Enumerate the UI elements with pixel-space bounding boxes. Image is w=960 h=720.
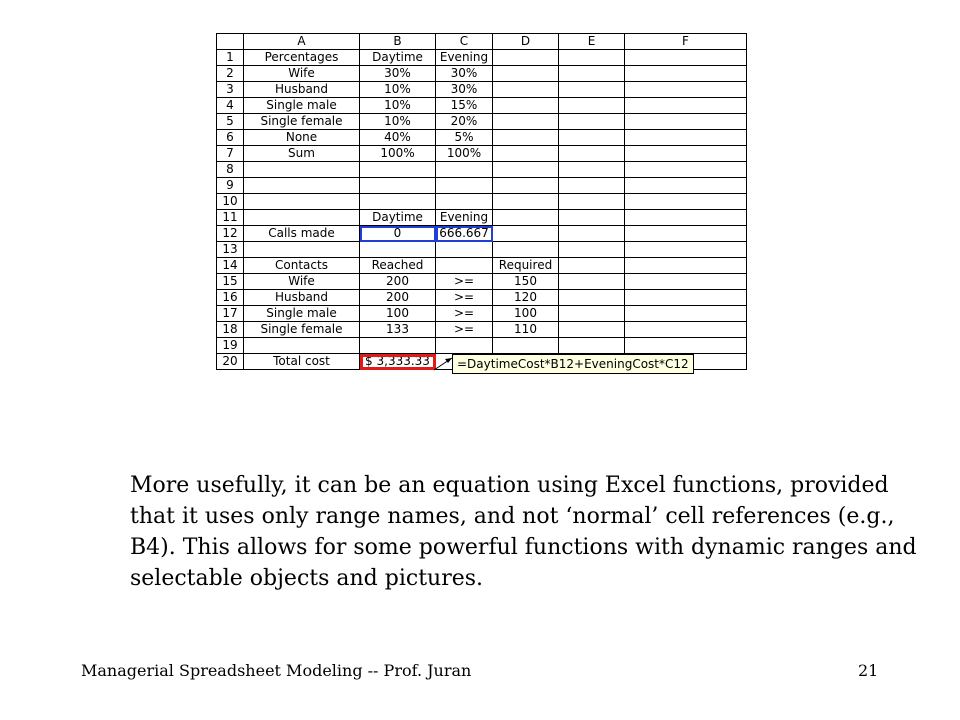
sheet-row [217,82,747,98]
cell-d16[interactable]: 120 [493,290,559,306]
cell-a11[interactable] [244,210,360,226]
cell-b4[interactable]: 10% [360,98,436,114]
cell-f4[interactable] [625,98,747,114]
cell-a7[interactable]: Sum [244,146,360,162]
cell-b3[interactable]: 10% [360,82,436,98]
cell-b5[interactable]: 10% [360,114,436,130]
cell-d14[interactable]: Required [493,258,559,274]
sheet-row [217,338,747,354]
sheet-row [217,242,747,258]
row-header[interactable]: 6 [217,130,244,146]
row-header[interactable]: 19 [217,338,244,354]
row-header[interactable]: 17 [217,306,244,322]
cell-b16[interactable]: 200 [360,290,436,306]
row-header[interactable]: 8 [217,162,244,178]
cell-a8[interactable] [244,162,360,178]
cell-b11[interactable]: Daytime [360,210,436,226]
cell-c12[interactable]: 666.667 [436,226,493,242]
row-header[interactable]: 4 [217,98,244,114]
cell-d9[interactable] [493,178,559,194]
cell-a9[interactable] [244,178,360,194]
cell-f3[interactable] [625,82,747,98]
sheet-row [217,226,747,242]
cell-c18[interactable]: >= [436,322,493,338]
cell-d2[interactable] [493,66,559,82]
row-header[interactable]: 18 [217,322,244,338]
cell-c10[interactable] [436,194,493,210]
cell-c2[interactable]: 30% [436,66,493,82]
cell-c1[interactable]: Evening [436,50,493,66]
column-header-e[interactable]: E [559,34,625,50]
cell-e9[interactable] [559,178,625,194]
column-header-row [217,34,747,50]
cell-a18[interactable]: Single female [244,322,360,338]
cell-d6[interactable] [493,130,559,146]
cell-a2[interactable]: Wife [244,66,360,82]
row-header[interactable]: 5 [217,114,244,130]
cell-e6[interactable] [559,130,625,146]
cell-a17[interactable]: Single male [244,306,360,322]
column-header-b[interactable]: B [360,34,436,50]
cell-a4[interactable]: Single male [244,98,360,114]
row-header[interactable]: 14 [217,258,244,274]
cell-e15[interactable] [559,274,625,290]
cell-b12[interactable]: 0 [360,226,436,242]
cell-b20[interactable]: $ 3,333.33 [360,354,436,370]
cell-a12[interactable]: Calls made [244,226,360,242]
cell-c3[interactable]: 30% [436,82,493,98]
cell-b18[interactable]: 133 [360,322,436,338]
cell-a16[interactable]: Husband [244,290,360,306]
sheet-row [217,178,747,194]
cell-b15[interactable]: 200 [360,274,436,290]
row-header[interactable]: 2 [217,66,244,82]
row-header[interactable]: 7 [217,146,244,162]
cell-d13[interactable] [493,242,559,258]
cell-d10[interactable] [493,194,559,210]
cell-e5[interactable] [559,114,625,130]
cell-c5[interactable]: 20% [436,114,493,130]
cell-c6[interactable]: 5% [436,130,493,146]
cell-f12[interactable] [625,226,747,242]
column-header-f[interactable]: F [625,34,747,50]
cell-d12[interactable] [493,226,559,242]
cell-d7[interactable] [493,146,559,162]
cell-a10[interactable] [244,194,360,210]
cell-b8[interactable] [360,162,436,178]
cell-e18[interactable] [559,322,625,338]
cell-c15[interactable]: >= [436,274,493,290]
cell-d5[interactable] [493,114,559,130]
cell-d18[interactable]: 110 [493,322,559,338]
cell-c13[interactable] [436,242,493,258]
sheet-row [217,162,747,178]
row-header[interactable]: 16 [217,290,244,306]
sheet-row [217,210,747,226]
cell-f5[interactable] [625,114,747,130]
cell-b10[interactable] [360,194,436,210]
cell-c14[interactable] [436,258,493,274]
cell-d1[interactable] [493,50,559,66]
sheet-row [217,290,747,306]
sheet-row [217,50,747,66]
formula-callout: =DaytimeCost*B12+EveningCost*C12 [452,354,694,374]
cell-d19[interactable] [493,338,559,354]
column-header-d[interactable]: D [493,34,559,50]
cell-e3[interactable] [559,82,625,98]
cell-c17[interactable]: >= [436,306,493,322]
cell-e10[interactable] [559,194,625,210]
cell-a20[interactable]: Total cost [244,354,360,370]
row-header[interactable]: 9 [217,178,244,194]
footer-title: Managerial Spreadsheet Modeling -- Prof. Juran [81,661,472,680]
spreadsheet [216,33,747,370]
cell-f18[interactable] [625,322,747,338]
column-header-a[interactable]: A [244,34,360,50]
cell-a14[interactable]: Contacts [244,258,360,274]
cell-e12[interactable] [559,226,625,242]
cell-a15[interactable]: Wife [244,274,360,290]
row-header[interactable]: 10 [217,194,244,210]
sheet-row [217,306,747,322]
cell-a13[interactable] [244,242,360,258]
cell-f8[interactable] [625,162,747,178]
cell-c16[interactable]: >= [436,290,493,306]
cell-f13[interactable] [625,242,747,258]
cell-e7[interactable] [559,146,625,162]
row-header[interactable]: 11 [217,210,244,226]
cell-b2[interactable]: 30% [360,66,436,82]
cell-f10[interactable] [625,194,747,210]
cell-e13[interactable] [559,242,625,258]
sheet-row [217,114,747,130]
sheet-row [217,66,747,82]
row-header[interactable]: 3 [217,82,244,98]
cell-b19[interactable] [360,338,436,354]
cell-e8[interactable] [559,162,625,178]
page-number: 21 [858,661,879,680]
cell-c4[interactable]: 15% [436,98,493,114]
sheet-row [217,146,747,162]
cell-f17[interactable] [625,306,747,322]
cell-a19[interactable] [244,338,360,354]
cell-f14[interactable] [625,258,747,274]
cell-f16[interactable] [625,290,747,306]
cell-a5[interactable]: Single female [244,114,360,130]
cell-c9[interactable] [436,178,493,194]
sheet-row [217,194,747,210]
cell-a3[interactable]: Husband [244,82,360,98]
cell-b14[interactable]: Reached [360,258,436,274]
sheet-row [217,258,747,274]
cell-c7[interactable]: 100% [436,146,493,162]
cell-d3[interactable] [493,82,559,98]
row-header[interactable]: 20 [217,354,244,370]
cell-e16[interactable] [559,290,625,306]
cell-f6[interactable] [625,130,747,146]
cell-e2[interactable] [559,66,625,82]
cell-d17[interactable]: 100 [493,306,559,322]
corner-cell [217,34,244,50]
cell-c11[interactable]: Evening [436,210,493,226]
cell-c8[interactable] [436,162,493,178]
cell-d8[interactable] [493,162,559,178]
cell-f15[interactable] [625,274,747,290]
cell-e19[interactable] [559,338,625,354]
cell-e17[interactable] [559,306,625,322]
sheet-row [217,274,747,290]
cell-f2[interactable] [625,66,747,82]
cell-e1[interactable] [559,50,625,66]
sheet-row [217,130,747,146]
cell-a6[interactable]: None [244,130,360,146]
cell-f7[interactable] [625,146,747,162]
cell-e11[interactable] [559,210,625,226]
cell-e4[interactable] [559,98,625,114]
cell-d15[interactable]: 150 [493,274,559,290]
cell-b9[interactable] [360,178,436,194]
cell-a1[interactable]: Percentages [244,50,360,66]
sheet-row [217,98,747,114]
cell-d4[interactable] [493,98,559,114]
row-header[interactable]: 1 [217,50,244,66]
cell-f11[interactable] [625,210,747,226]
cell-f9[interactable] [625,178,747,194]
cell-d11[interactable] [493,210,559,226]
cell-b6[interactable]: 40% [360,130,436,146]
cell-b1[interactable]: Daytime [360,50,436,66]
body-paragraph: More usefully, it can be an equation using Excel functions, provided that it uses only range names, and not ‘normal’ cell references (e.g., B4). This allows for some powerful functions with dynamic ranges and selectable objects and pictures. [130,473,917,591]
row-header[interactable]: 13 [217,242,244,258]
row-header[interactable]: 15 [217,274,244,290]
cell-b13[interactable] [360,242,436,258]
cell-f1[interactable] [625,50,747,66]
row-header[interactable]: 12 [217,226,244,242]
cell-f19[interactable] [625,338,747,354]
column-header-c[interactable]: C [436,34,493,50]
cell-e14[interactable] [559,258,625,274]
sheet-row [217,322,747,338]
cell-b7[interactable]: 100% [360,146,436,162]
cell-b17[interactable]: 100 [360,306,436,322]
